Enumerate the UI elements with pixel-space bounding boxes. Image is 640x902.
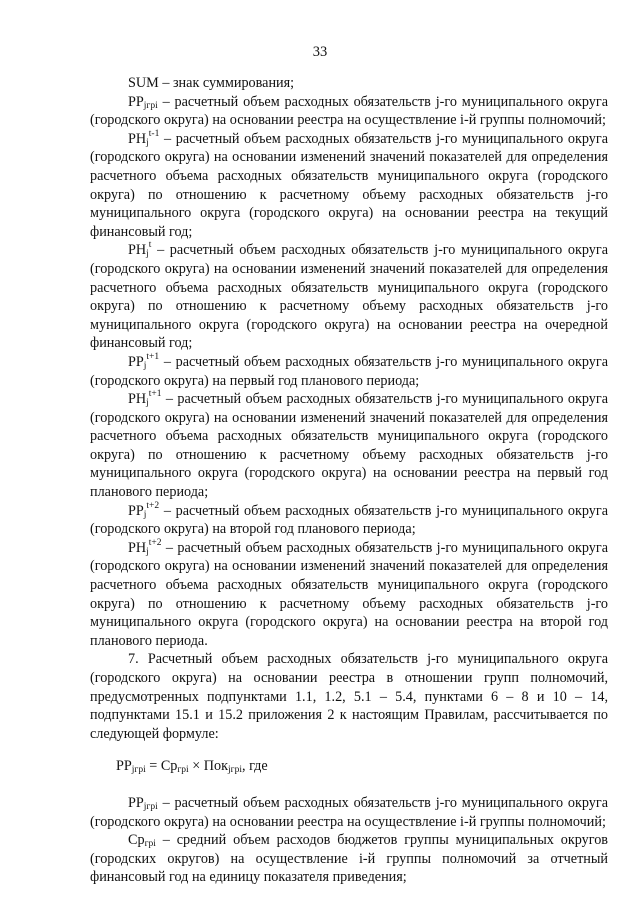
symbol-base: PP bbox=[128, 353, 144, 370]
paragraph bbox=[90, 241, 608, 353]
symbol-base: SUM bbox=[128, 75, 159, 91]
formula-term2-sub: jгрi bbox=[228, 765, 242, 776]
symbol-base: PP bbox=[128, 502, 144, 519]
paragraph bbox=[90, 502, 608, 539]
formula bbox=[116, 757, 608, 776]
paragraph bbox=[90, 74, 608, 93]
symbol-subscript: грi bbox=[144, 839, 156, 850]
paragraph-text: – знак суммирования; bbox=[158, 75, 295, 91]
paragraph bbox=[90, 353, 608, 390]
symbol-subscript: j bbox=[146, 398, 149, 409]
symbol-subscript: j bbox=[146, 546, 149, 557]
paragraph-text: – расчетный объем расходных обязательств j-го муниципального округа (городского округа) на основании изменений значений показателей для определения расчетного объема расходных обязательств муниципального округа (городского округа) по отношению к расчетному объему расходных обязательств j-го муниципального округа (городского округа) на основании реестра на второй год планового периода. bbox=[90, 539, 608, 649]
formula-lhs: PP bbox=[116, 758, 132, 775]
symbol bbox=[128, 832, 156, 848]
symbol-superscript: t+1 bbox=[146, 351, 160, 362]
symbol-superscript: t bbox=[148, 240, 152, 251]
paragraph-text: – расчетный объем расходных обязательств j-го муниципального округа (городского округа) на основании изменений значений показателей для определения расчетного объема расходных обязательств муниципального округа (городского округа) по отношению к расчетному объему расходных обязательств j-го муниципального округа (городского округа) на основании реестра на первый год планового периода; bbox=[90, 391, 608, 501]
symbol-base: PP bbox=[128, 93, 144, 110]
symbol-superscript: t+2 bbox=[146, 500, 160, 511]
formula-term1-sub: грi bbox=[177, 765, 189, 776]
symbol-base: PH bbox=[128, 539, 147, 556]
symbol-subscript: jгрi bbox=[143, 100, 158, 111]
page-number: 33 bbox=[312, 44, 328, 60]
paragraph-text: 7. Расчетный объем расходных обязательств j-го муниципального округа (городского округа) на основании реестра в отношении групп полномочий, предусмотренных подпунктами 1.1, 1.2, 5.1 – 5.4, пунктами 6 – 8 и 10 – 14, подпунктами 15.1 и 15.2 приложения 2 к настоящим Правилам, рассчитывается по следующей формуле: bbox=[90, 651, 608, 742]
definitions-before bbox=[90, 74, 608, 743]
symbol-superscript: t+2 bbox=[148, 537, 162, 548]
paragraph-text: – расчетный объем расходных обязательств j-го муниципального округа (городского округа) на основании реестра на осуществление i-й группы полномочий; bbox=[90, 93, 608, 129]
paragraph bbox=[90, 93, 608, 130]
formula-equals: = bbox=[145, 758, 161, 775]
formula-term2: Пок bbox=[203, 758, 229, 775]
paragraph bbox=[90, 831, 608, 887]
paragraph-text: – средний объем расходов бюджетов группы муниципальных округов (городских округов) на осуществление i-й группы полномочий за отчетный финансовый год на единицу показателя приведения; bbox=[90, 832, 608, 886]
paragraph bbox=[90, 390, 608, 502]
symbol-subscript: j bbox=[143, 360, 147, 371]
symbol bbox=[128, 94, 158, 110]
definitions-after bbox=[90, 794, 608, 887]
paragraph-text: – расчетный объем расходных обязательств j-го муниципального округа (городского округа) на основании изменений значений показателей для определения расчетного объема расходных обязательств муниципального округа (городского округа) по отношению к расчетному объему расходных обязательств j-го муниципального округа (городского округа) на основании реестра на текущий финансовый год; bbox=[90, 130, 608, 240]
paragraph bbox=[90, 130, 608, 242]
symbol bbox=[128, 500, 160, 520]
symbol bbox=[128, 128, 160, 148]
symbol-superscript: t+1 bbox=[148, 389, 162, 400]
formula-tail: , где bbox=[241, 758, 268, 775]
symbol bbox=[128, 391, 162, 407]
symbol-subscript: j bbox=[146, 249, 149, 260]
symbol-base: Ср bbox=[128, 832, 145, 849]
symbol bbox=[128, 75, 159, 91]
symbol bbox=[128, 537, 162, 557]
paragraph-text: – расчетный объем расходных обязательств j-го муниципального округа (городского округа) на второй год планового периода; bbox=[90, 502, 608, 538]
symbol-superscript: t-1 bbox=[148, 128, 160, 139]
symbol bbox=[128, 242, 151, 258]
paragraph bbox=[90, 794, 608, 831]
paragraph-text: – расчетный объем расходных обязательств j-го муниципального округа (городского округа) на основании изменений значений показателей для определения расчетного объема расходных обязательств муниципального округа (городского округа) по отношению к расчетному объему расходных обязательств j-го муниципального округа (городского округа) на основании реестра на очередной финансовый год; bbox=[90, 242, 608, 352]
symbol-base: PH bbox=[128, 242, 147, 259]
symbol-subscript: jгрi bbox=[143, 801, 158, 812]
paragraph-text: – расчетный объем расходных обязательств j-го муниципального округа (городского округа) на основании реестра на осуществление i-й группы полномочий; bbox=[90, 794, 608, 830]
symbol-base: PP bbox=[128, 794, 144, 811]
symbol-base: PH bbox=[128, 130, 147, 147]
paragraph-text: – расчетный объем расходных обязательств j-го муниципального округа (городского округа) на первый год планового периода; bbox=[90, 353, 608, 389]
document-body bbox=[90, 74, 608, 887]
formula-term1: Ср bbox=[160, 758, 178, 775]
symbol-subscript: j bbox=[146, 137, 149, 148]
formula-operator: × bbox=[188, 758, 204, 775]
paragraph bbox=[90, 539, 608, 651]
symbol-base: PH bbox=[128, 391, 147, 408]
symbol-subscript: j bbox=[143, 509, 147, 520]
symbol bbox=[128, 795, 158, 811]
symbol bbox=[128, 351, 160, 371]
formula-lhs-sub: jгрi bbox=[131, 765, 146, 776]
paragraph bbox=[90, 650, 608, 743]
